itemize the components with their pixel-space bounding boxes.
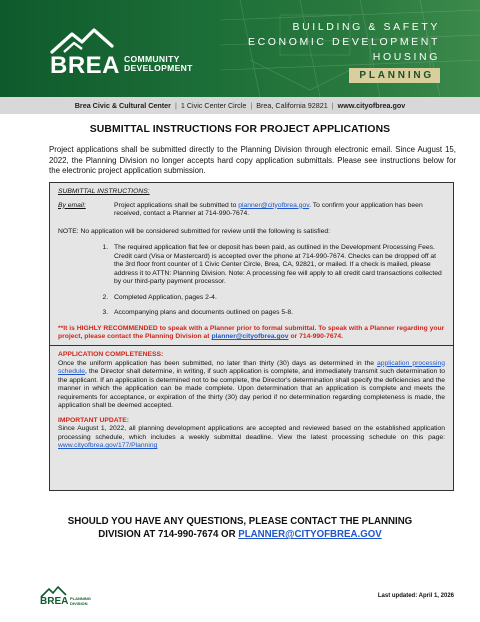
recommend-a: **It is HIGHLY RECOMMENDED to speak with a Planner prior to formal submittal. To speak with a Planner regarding your project, please contact the Planning Division at xyxy=(58,324,445,340)
page-title: SUBMITTAL INSTRUCTIONS FOR PROJECT APPLICATIONS xyxy=(89,124,391,135)
planning-page-link[interactable]: www.cityofbrea.gov/177/Planning xyxy=(58,442,158,449)
processing-schedule-link[interactable]: application processing schedule xyxy=(58,359,445,375)
contact-line-2 xyxy=(40,528,440,541)
dept-economic-development: ECONOMIC DEVELOPMENT xyxy=(247,36,440,48)
footer-logo-line-1: PLANNING xyxy=(70,596,91,601)
street-address: 1 Civic Center Circle xyxy=(180,101,247,110)
contact-line-1: SHOULD YOU HAVE ANY QUESTIONS, PLEASE CONTACT THE PLANNING xyxy=(67,516,413,527)
para1-a: Once the uniform application has been submitted, no later than thirty (30) days as determined in the xyxy=(58,359,375,367)
department-list xyxy=(248,20,440,83)
completeness-heading: APPLICATION COMPLETENESS: xyxy=(58,351,164,358)
footer-logo xyxy=(40,586,100,612)
footer-logo-word: BREA xyxy=(40,596,69,607)
address-bar: Brea Civic & Cultural Center | 1 Civic Center Circle | Brea, California 92821 | www.cityofbrea.gov xyxy=(0,97,480,114)
email-instructions xyxy=(114,202,445,219)
email-text-a: Project applications shall be submitted to xyxy=(114,201,237,209)
dept-building-safety: BUILDING & SAFETY xyxy=(292,21,440,33)
planning-badge: PLANNING xyxy=(349,68,440,83)
recommend-b: or 714-990-7674. xyxy=(290,333,343,340)
footer-logo-line-2: DIVISION xyxy=(70,600,88,606)
note-text: NOTE: No application will be considered submitted for review until the following is satisfied: xyxy=(58,227,331,235)
dept-housing: HOUSING xyxy=(372,51,440,63)
important-update-heading: IMPORTANT UPDATE: xyxy=(58,416,129,424)
logo-line-2: DEVELOPMENT xyxy=(124,63,193,73)
website-link[interactable]: www.cityofbrea.gov xyxy=(337,101,406,110)
contact-line-2-text: DIVISION AT 714-990-7674 OR xyxy=(98,529,236,540)
email-row xyxy=(58,202,445,219)
para2: Since August 1, 2022, all planning development applications are accepted and reviewed based on the established application processing schedule, which includes a weekly submittal deadline. View the latest processing schedule on this page: xyxy=(58,425,445,441)
update-paragraph xyxy=(58,425,445,451)
city-address: Brea, California 92821 xyxy=(256,101,328,110)
brea-community-development-logo[interactable] xyxy=(50,28,200,78)
requirements-list xyxy=(58,244,445,318)
submittal-heading: SUBMITTAL INSTRUCTIONS: xyxy=(58,188,150,195)
list-item: 1. The required application flat fee or deposit has been paid, as outlined in the Development Processing Fees. Credit card (Visa or Mastercard) is accepted over the phone at 714-990-7674. Checks can be dropped off at the 3rd floor front counter of 1 Civic Center Circle, Brea, CA, 92821, or mailed. If a check is mailed, please address it to ATTN: Planning Division. Note: A processing fee will apply to all credit card transactions collected by our third-party payment processor. xyxy=(110,244,445,287)
para1-b: , the Director shall determine, in writing, if such application is complete, and immediately transmit such determination to the applicant. If an application is determined not to be complete, the Director's determination shall specify the deficiencies and the manner in which the application can be made complete. Upon determination that an application is complete and meets the requirements for acceptance, or expiration of the thirty (30) day period if no determination regarding completeness is made, the application shall be deemed accepted. xyxy=(58,368,445,409)
submittal-instructions-box xyxy=(49,182,454,357)
recommend-email-link[interactable]: planner@cityofbrea.gov xyxy=(211,333,289,340)
list-item: 2. Completed Application, pages 2-4. xyxy=(110,294,445,303)
application-completeness-box xyxy=(49,345,454,491)
recommendation-text xyxy=(58,325,445,342)
contact-email-link[interactable]: PLANNER@CITYOFBREA.GOV xyxy=(238,529,382,540)
email-text-b: . To confirm your application has been received, contact a Planner at 714-990-7674. xyxy=(114,201,423,217)
email-label: By email: xyxy=(58,201,86,209)
planner-email-link[interactable]: planner@cityofbrea.gov xyxy=(238,201,310,209)
header-banner xyxy=(0,0,480,97)
footer-logo-sub xyxy=(70,597,91,606)
civic-center-name: Brea Civic & Cultural Center xyxy=(74,101,171,110)
logo-line-1: COMMUNITY xyxy=(124,54,180,64)
list-item: 3. Accompanying plans and documents outlined on pages 5-8. xyxy=(110,309,445,318)
completeness-paragraph xyxy=(58,360,445,411)
logo-word: BREA xyxy=(50,52,121,79)
logo-subtitle xyxy=(124,55,193,73)
last-updated: Last updated: April 1, 2026 xyxy=(377,593,454,599)
contact-callout xyxy=(40,515,440,541)
mountain-logo-icon xyxy=(50,28,130,54)
intro-paragraph: Project applications shall be submitted directly to the Planning Division through electronic email. Since August 15, 2022, the Planning Division no longer accepts hard copy application submittals. Please see instructions below for the electronic project application submission. xyxy=(49,145,456,176)
